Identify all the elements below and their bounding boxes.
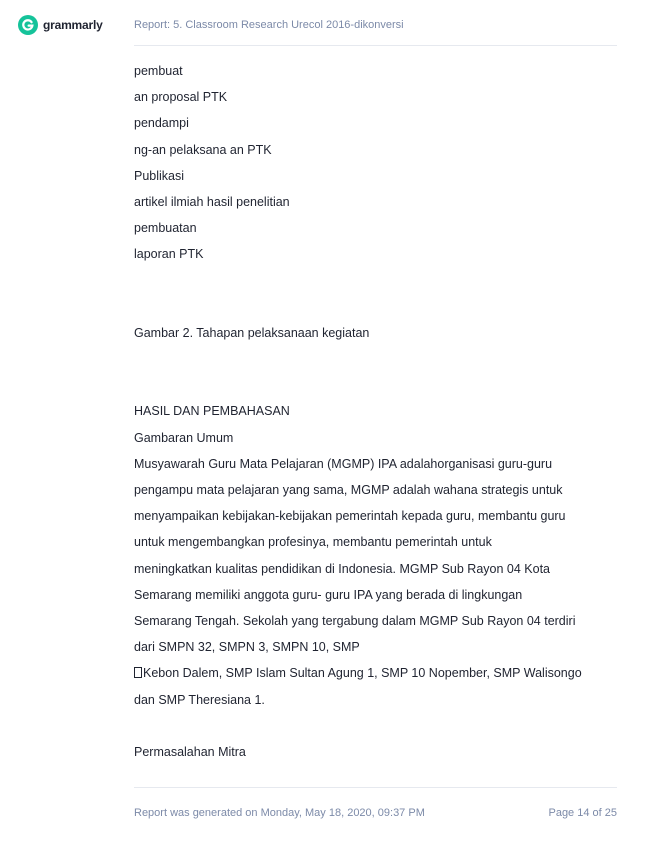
grammarly-g-icon — [18, 15, 38, 35]
list-line: laporan PTK — [134, 247, 204, 262]
subheading: Gambaran Umum — [134, 430, 234, 445]
paragraph-line-with-glyph — [134, 660, 617, 686]
list-line: pendampi — [134, 116, 189, 131]
blank-line — [134, 372, 617, 398]
blank-line — [134, 268, 617, 294]
list-line: ng-an pelaksana an PTK — [134, 142, 272, 157]
list-line: pembuatan — [134, 221, 197, 236]
paragraph-line-text: Kebon Dalem, SMP Islam Sultan Agung 1, SMP 10 Nopember, SMP Walisongo — [143, 666, 582, 681]
missing-glyph-box-icon — [134, 667, 142, 678]
page-number: Page 14 of 25 — [548, 807, 617, 819]
paragraph-line: dari SMPN 32, SMPN 3, SMPN 10, SMP — [134, 640, 360, 655]
footer-divider — [134, 787, 617, 788]
paragraph-line: dan SMP Theresiana 1. — [134, 692, 265, 707]
list-line: artikel ilmiah hasil penelitian — [134, 194, 290, 209]
header-divider — [134, 45, 617, 46]
paragraph-line: meningkatkan kualitas pendidikan di Indonesia. MGMP Sub Rayon 04 Kota — [134, 561, 550, 576]
paragraph-line: Semarang memiliki anggota guru- guru IPA yang berada di lingkungan — [134, 587, 523, 602]
logo-wordmark: grammarly — [43, 18, 103, 32]
report-header — [0, 0, 650, 46]
section-heading: HASIL DAN PEMBAHASAN — [134, 404, 290, 419]
document-body — [134, 58, 617, 765]
figure-caption: Gambar 2. Tahapan pelaksanaan kegiatan — [134, 325, 370, 340]
list-line: pembuat — [134, 64, 183, 78]
list-line: Publikasi — [134, 168, 185, 183]
blank-line — [134, 713, 617, 739]
next-section-heading: Permasalahan Mitra — [134, 744, 246, 759]
paragraph-line: untuk mengembangkan profesinya, membantu pemerintah untuk — [134, 535, 492, 550]
blank-line — [134, 346, 617, 372]
report-generated-date: Report was generated on Monday, May 18, 2020, 09:37 PM — [134, 807, 425, 819]
blank-line — [134, 294, 617, 320]
report-title: Report: 5. Classroom Research Urecol 2016-dikonversi — [134, 19, 404, 31]
grammarly-logo — [18, 15, 103, 35]
paragraph-line: menyampaikan kebijakan-kebijakan pemerintah kepada guru, membantu guru — [134, 509, 566, 524]
paragraph-line: Musyawarah Guru Mata Pelajaran (MGMP) IPA adalahorganisasi guru-guru — [134, 456, 553, 471]
list-line: an proposal PTK — [134, 90, 228, 105]
paragraph-line: Semarang Tengah. Sekolah yang tergabung dalam MGMP Sub Rayon 04 terdiri — [134, 613, 576, 628]
paragraph-line: pengampu mata pelajaran yang sama, MGMP adalah wahana strategis untuk — [134, 483, 563, 497]
